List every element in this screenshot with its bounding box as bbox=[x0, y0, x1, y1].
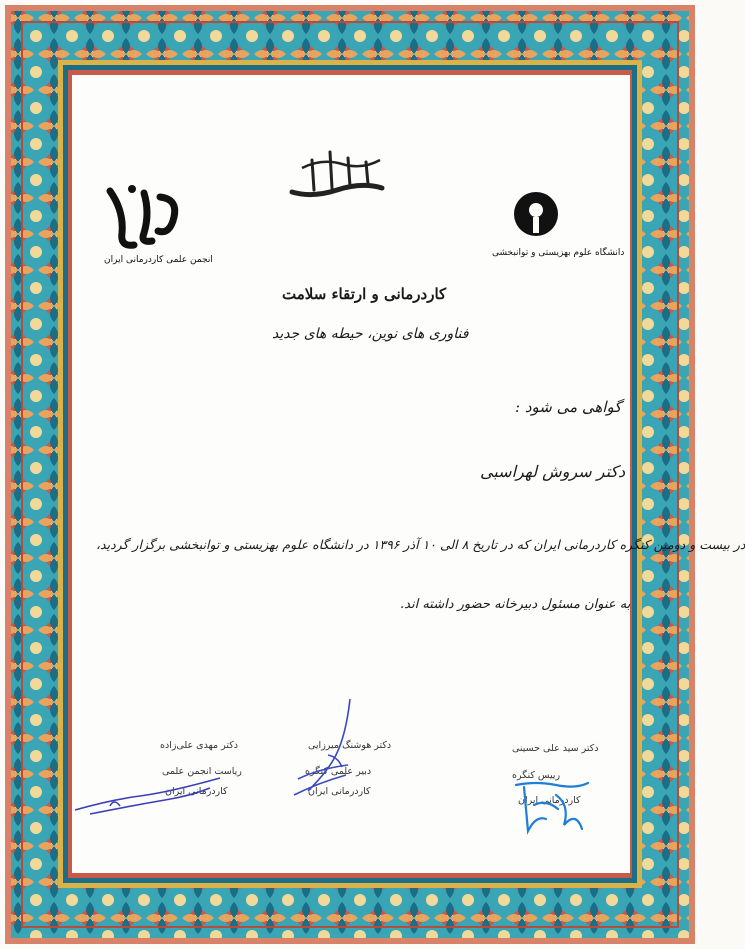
certificate-subtitle: فناوری های نوین، حیطه های جدید bbox=[272, 326, 469, 342]
recipient-name: دکتر سروش لهراسبی bbox=[480, 462, 626, 481]
signatory-2-role-2: کاردرمانی ایران bbox=[308, 786, 371, 797]
signatory-3-name: دکتر سید علی حسینی bbox=[512, 743, 599, 754]
certificate-title: کاردرمانی و ارتقاء سلامت bbox=[282, 285, 447, 303]
signature-2-scribble bbox=[288, 695, 368, 805]
signature-3-scribble bbox=[506, 775, 596, 840]
signatory-3-role: رییس کنگره bbox=[512, 770, 561, 781]
signature-1-scribble bbox=[70, 770, 230, 820]
signatory-1-role: ریاست انجمن علمی bbox=[162, 766, 242, 777]
body-line-1: در بیست و دومین کنگره کاردرمانی ایران که در تاریخ ۸ الی ۱۰ آذر ۱۳۹۶ در دانشگاه علوم بهزیستی و توانبخشی برگزار گردید، bbox=[96, 537, 745, 552]
association-logo bbox=[104, 183, 184, 251]
university-logo-caption: دانشگاه علوم بهزیستی و توانبخشی bbox=[492, 248, 625, 258]
signatory-3-role-2: کاردرمانی ایران bbox=[518, 795, 581, 806]
association-logo-caption: انجمن علمی کاردرمانی ایران bbox=[104, 255, 213, 265]
signatory-1-role-2: کاردرمانی ایران bbox=[165, 786, 228, 797]
signatory-1-name: دکتر مهدی علی‌زاده bbox=[160, 740, 238, 751]
signatory-2-role: دبیر علمی کنگره bbox=[305, 766, 372, 777]
university-logo bbox=[512, 190, 560, 238]
body-line-2: به عنوان مسئول دبیرخانه حضور داشته اند. bbox=[400, 597, 631, 612]
signatory-2-name: دکتر هوشنگ میرزایی bbox=[308, 740, 392, 751]
certify-label: گواهی می شود : bbox=[515, 398, 622, 416]
calligraphy-emblem bbox=[282, 140, 397, 210]
